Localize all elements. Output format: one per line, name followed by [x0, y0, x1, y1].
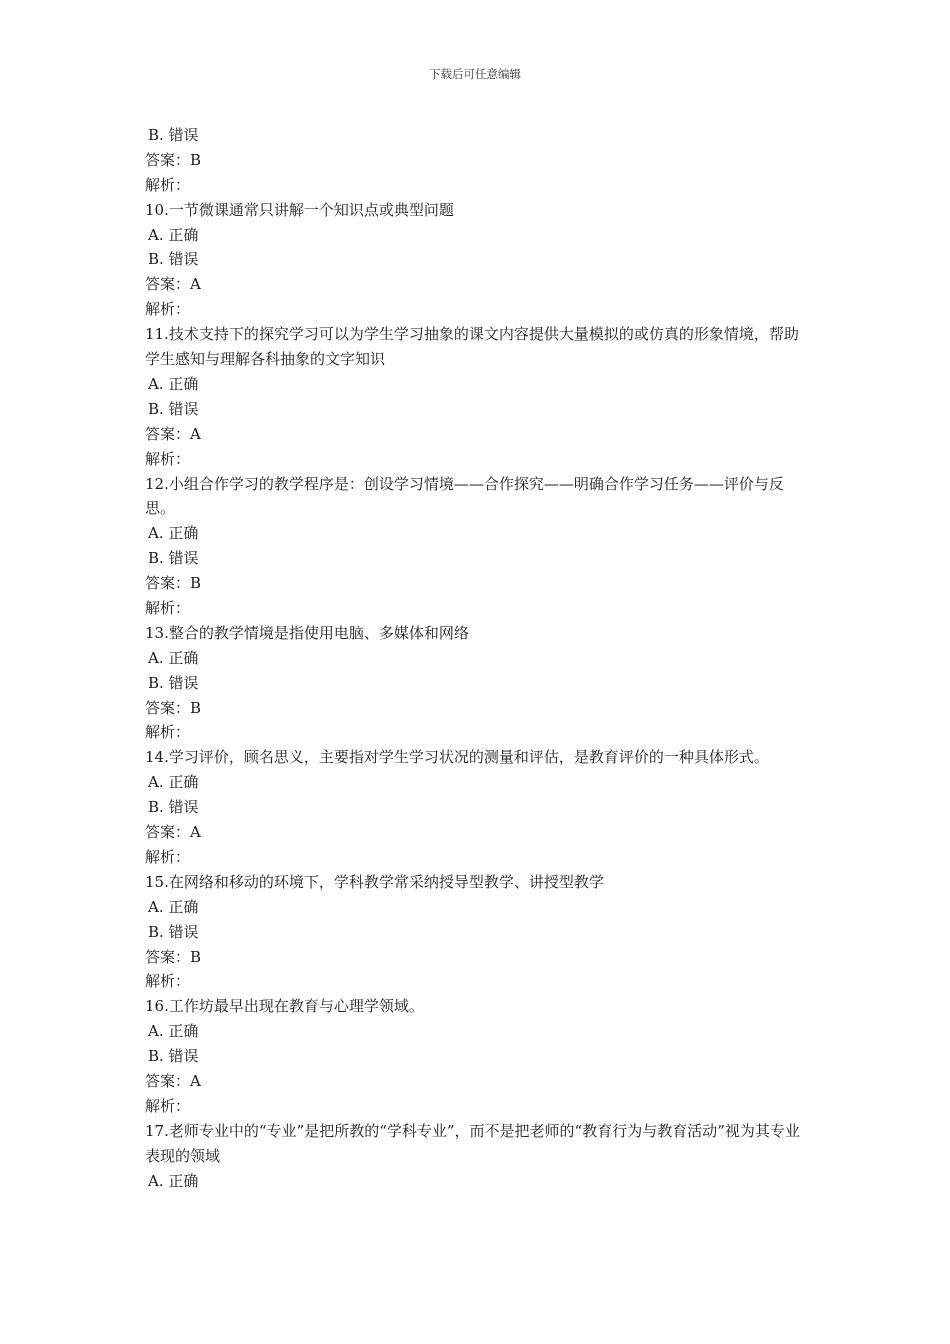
analysis-label: 解析：: [145, 1096, 191, 1115]
answer-text: 答案：B: [145, 947, 202, 966]
answer-text: 答案：A: [145, 823, 201, 842]
question-text: 13.整合的教学情境是指使用电脑、多媒体和网络: [145, 623, 469, 642]
answer-text: 答案：A: [145, 1071, 201, 1090]
option-text: B. 错误: [148, 126, 199, 144]
analysis-label: 解析：: [145, 599, 191, 617]
analysis-label: 解析：: [145, 847, 191, 866]
question-text: 17.老师专业中的“专业”是把所教的“学科专业”，而不是把老师的“教育行为与教育活动”视为其专业表现的领域: [145, 1121, 800, 1165]
question-text: 15.在网络和移动的环境下，学科教学常采纳授导型教学、讲授型教学: [145, 872, 604, 891]
option-text: B. 错误: [148, 798, 199, 817]
analysis-label: 解析：: [145, 175, 191, 194]
option-text: B. 错误: [148, 399, 199, 418]
option-text: A. 正确: [148, 773, 199, 792]
page-header-note: 下载后可任意编辑: [429, 67, 521, 81]
option-text: A. 正确: [148, 897, 199, 916]
analysis-label: 解析：: [145, 972, 191, 991]
option-text: A. 正确: [148, 524, 199, 543]
analysis-label: 解析：: [145, 300, 191, 319]
option-text: B. 错误: [148, 922, 199, 941]
analysis-label: 解析：: [145, 449, 191, 468]
answer-text: 答案：B: [145, 150, 202, 169]
question-text: 10.一节微课通常只讲解一个知识点或典型问题: [145, 200, 454, 219]
option-text: B. 错误: [148, 673, 199, 692]
option-text: A. 正确: [148, 225, 199, 244]
option-text: A. 正确: [148, 648, 199, 667]
question-text: 16.工作坊最早出现在教育与心理学领域。: [145, 997, 424, 1016]
option-text: A. 正确: [148, 1171, 199, 1190]
option-text: B. 错误: [148, 549, 199, 568]
question-text: 12.小组合作学习的教学程序是：创设学习情境——合作探究——明确合作学习任务——评价与反思。: [145, 474, 784, 518]
option-text: B. 错误: [148, 250, 199, 269]
option-text: A. 正确: [148, 374, 199, 393]
option-text: A. 正确: [148, 1022, 199, 1041]
answer-text: 答案：A: [145, 275, 201, 294]
answer-text: 答案：A: [145, 424, 201, 443]
question-text: 11.技术支持下的探究学习可以为学生学习抽象的课文内容提供大量模拟的或仿真的形象情境，帮助学生感知与理解各科抽象的文字知识: [145, 325, 799, 369]
question-list: [145, 123, 810, 1193]
answer-text: 答案：B: [145, 574, 202, 593]
option-text: B. 错误: [148, 1047, 199, 1066]
answer-text: 答案：B: [145, 698, 202, 717]
analysis-label: 解析：: [145, 723, 191, 742]
question-text: 14.学习评价，顾名思义，主要指对学生学习状况的测量和评估，是教育评价的一种具体形式。: [145, 748, 769, 767]
